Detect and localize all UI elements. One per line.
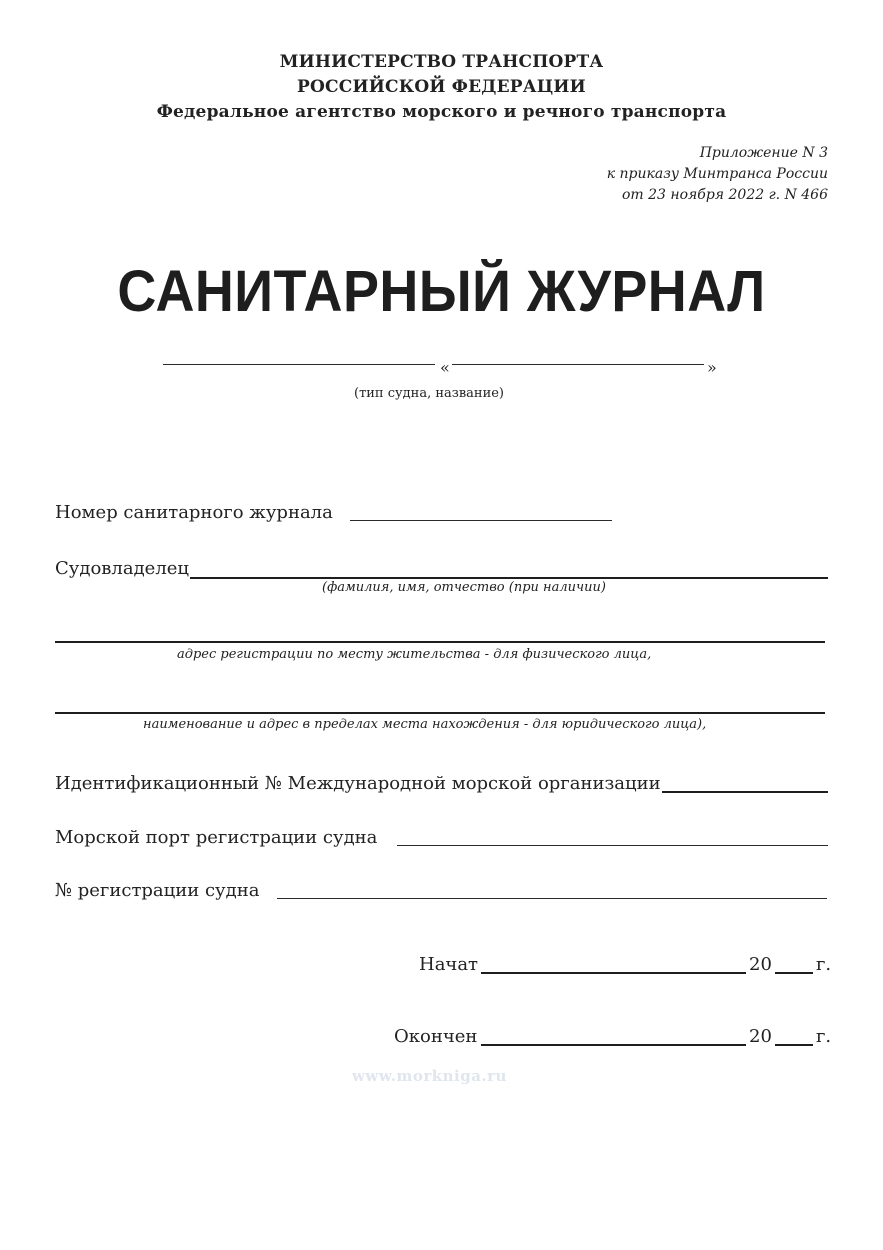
started-label: Начат — [419, 954, 479, 975]
address-blank[interactable] — [55, 641, 825, 643]
ended-year-suffix: г. — [816, 1026, 832, 1047]
appendix-line-1: Приложение N 3 — [699, 145, 828, 161]
port-blank[interactable] — [397, 845, 828, 846]
registration-blank[interactable] — [277, 898, 827, 899]
imo-label: Идентификационный № Международной морской организации — [55, 773, 661, 794]
appendix-block — [508, 143, 828, 206]
legal-entity-hint: наименование и адрес в пределах места нахождения - для юридического лица), — [143, 717, 707, 732]
ended-century: 20 — [749, 1026, 772, 1047]
imo-blank[interactable] — [662, 791, 828, 793]
appendix-line-2: к приказу Минтранса России — [606, 166, 828, 182]
journal-number-label: Номер санитарного журнала — [55, 502, 333, 523]
legal-entity-blank[interactable] — [55, 712, 825, 714]
port-label: Морской порт регистрации судна — [55, 827, 378, 848]
vessel-type-blank[interactable] — [163, 364, 435, 365]
site-watermark: www.morkniga.ru — [352, 1067, 507, 1085]
ended-date-blank[interactable] — [481, 1044, 746, 1046]
ministry-line-1: МИНИСТЕРСТВО ТРАНСПОРТА — [279, 52, 604, 72]
agency-name: Федеральное агентство морского и речного транспорта — [156, 102, 727, 122]
owner-blank[interactable] — [190, 577, 828, 579]
started-year-suffix: г. — [816, 954, 832, 975]
vessel-name-blank[interactable] — [452, 364, 704, 365]
ended-year-blank[interactable] — [775, 1044, 813, 1046]
appendix-line-3: от 23 ноября 2022 г. N 466 — [621, 187, 828, 203]
journal-number-blank[interactable] — [350, 520, 612, 521]
address-hint: адрес регистрации по месту жительства - для физического лица, — [177, 647, 652, 662]
owner-hint: (фамилия, имя, отчество (при наличии) — [322, 580, 606, 595]
close-quote: » — [707, 358, 717, 377]
started-year-blank[interactable] — [775, 972, 813, 974]
vessel-hint: (тип судна, название) — [354, 386, 505, 401]
registration-label: № регистрации судна — [55, 880, 260, 901]
ministry-line-2: РОССИЙСКОЙ ФЕДЕРАЦИИ — [297, 77, 586, 97]
started-century: 20 — [749, 954, 772, 975]
owner-label: Судовладелец — [55, 558, 189, 579]
started-date-blank[interactable] — [481, 972, 746, 974]
document-title: САНИТАРНЫЙ ЖУРНАЛ — [117, 259, 766, 324]
ended-label: Окончен — [394, 1026, 478, 1047]
open-quote: « — [440, 358, 450, 377]
